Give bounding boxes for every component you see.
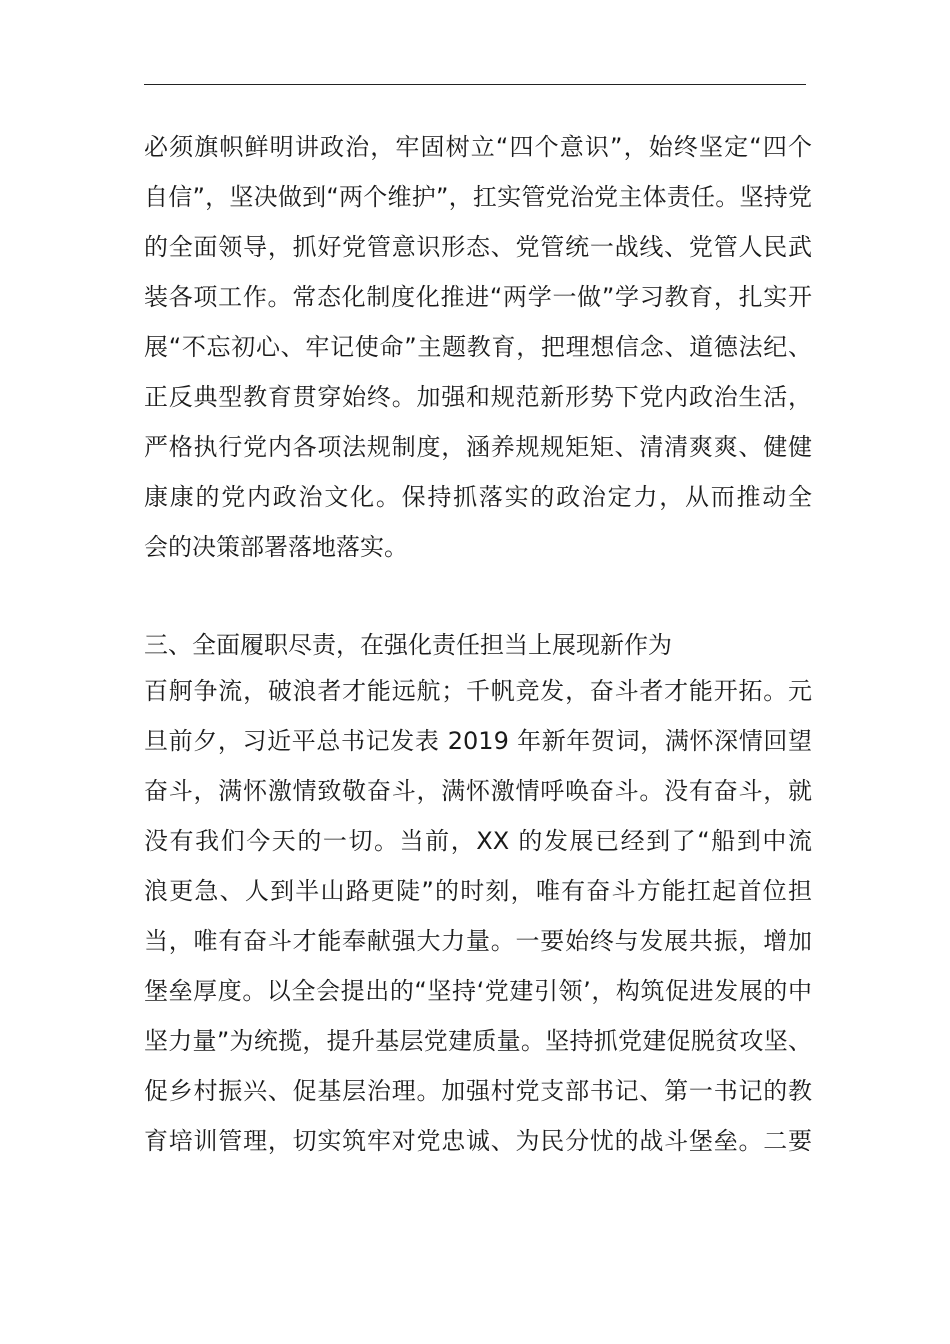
paragraph-line: 康康的党内政治文化。保持抓落实的政治定力，从而推动全 xyxy=(144,483,812,511)
paragraph-line: 展“不忘初心、牢记使命”主题教育，把理想信念、道德法纪、 xyxy=(144,333,812,361)
paragraph-line: 当，唯有奋斗才能奉献强大力量。一要始终与发展共振，增加 xyxy=(144,927,812,955)
body-paragraph-2 xyxy=(144,666,812,1166)
paragraph-line: 会的决策部署落地落实。 xyxy=(144,533,408,561)
paragraph-line: 必须旗帜鲜明讲政治，牢固树立“四个意识”，始终坚定“四个 xyxy=(144,133,812,161)
paragraph-line: 旦前夕，习近平总书记发表 2019 年新年贺词，满怀深情回望 xyxy=(144,727,812,755)
section-heading-text: 三、全面履职尽责，在强化责任担当上展现新作为 xyxy=(144,631,672,659)
paragraph-line: 的全面领导，抓好党管意识形态、党管统一战线、党管人民武 xyxy=(144,233,812,261)
paragraph-line: 自信”，坚决做到“两个维护”，扛实管党治党主体责任。坚持党 xyxy=(144,183,812,211)
paragraph-line: 奋斗，满怀激情致敬奋斗，满怀激情呼唤奋斗。没有奋斗，就 xyxy=(144,777,812,805)
paragraph-line: 没有我们今天的一切。当前，XX 的发展已经到了“船到中流 xyxy=(144,827,812,855)
paragraph-line: 坚力量”为统揽，提升基层党建质量。坚持抓党建促脱贫攻坚、 xyxy=(144,1027,812,1055)
header-divider xyxy=(144,84,806,85)
section-heading xyxy=(144,620,812,670)
paragraph-line: 装各项工作。常态化制度化推进“两学一做”学习教育，扎实开 xyxy=(144,283,812,311)
paragraph-line: 堡垒厚度。以全会提出的“坚持‘党建引领’，构筑促进发展的中 xyxy=(144,977,812,1005)
paragraph-line: 促乡村振兴、促基层治理。加强村党支部书记、第一书记的教 xyxy=(144,1077,812,1105)
paragraph-line: 浪更急、人到半山路更陡”的时刻，唯有奋斗方能扛起首位担 xyxy=(144,877,812,905)
body-paragraph-1 xyxy=(144,122,812,572)
paragraph-line: 严格执行党内各项法规制度，涵养规规矩矩、清清爽爽、健健 xyxy=(144,433,812,461)
paragraph-line: 正反典型教育贯穿始终。加强和规范新形势下党内政治生活， xyxy=(144,383,812,411)
paragraph-line: 育培训管理，切实筑牢对党忠诚、为民分忧的战斗堡垒。二要 xyxy=(144,1127,812,1155)
paragraph-line: 百舸争流，破浪者才能远航；千帆竞发，奋斗者才能开拓。元 xyxy=(144,677,812,705)
